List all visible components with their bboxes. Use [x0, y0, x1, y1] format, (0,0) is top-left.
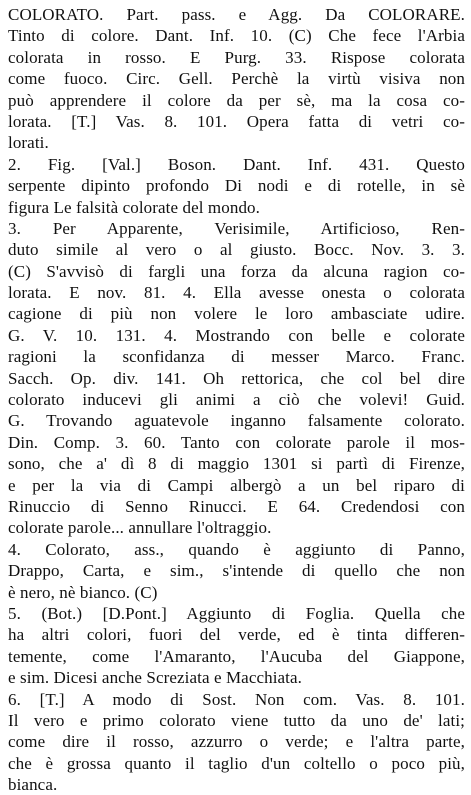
text-line: Sacch. Op. div. 141. Oh rettorica, che col bel dire: [8, 368, 465, 388]
text-line: G. Trovando aguatevole inganno falsamente colorato.: [8, 411, 465, 431]
text-line: lorata. E nov. 81. 4. Ella avesse onesta o colorata: [8, 283, 465, 303]
text-line: è nero, nè bianco. (C): [8, 582, 158, 602]
text-line: Tinto di colore. Dant. Inf. 10. (C) Che fece l'Arbia: [8, 26, 465, 46]
text-line: colorate parole... annullare l'oltraggio.: [8, 518, 272, 538]
text-line: e per la via di Campi albergò a un bel riparo di: [8, 475, 465, 495]
text-line: colorata in rosso. E Purg. 33. Rispose colorata: [8, 47, 465, 67]
text-line: come fuoco. Circ. Gell. Perchè la virtù visiva non: [8, 69, 465, 89]
text-line: 6. [T.] A modo di Sost. Non com. Vas. 8. 101.: [8, 689, 465, 709]
text-line: duto simile al vero o al giusto. Bocc. Nov. 3. 3.: [8, 240, 465, 260]
text-line: e sim. Dicesi anche Screziata e Macchiata.: [8, 668, 302, 688]
text-line: figura Le falsità colorate del mondo.: [8, 197, 260, 217]
text-line: G. V. 10. 131. 4. Mostrando con belle e colorate: [8, 325, 465, 345]
text-line: ragioni la sconfidanza di messer Marco. Franc.: [8, 347, 465, 367]
text-line: 2. Fig. [Val.] Boson. Dant. Inf. 431. Questo: [8, 154, 465, 174]
text-line: temente, come l'Amaranto, l'Aucuba del Giappone,: [8, 646, 465, 666]
text-line: Il vero e primo colorato viene tutto da uno de' lati;: [8, 710, 465, 730]
text-line: ha altri colori, fuori del verde, ed è tinta differen-: [8, 625, 465, 645]
text-line: colorato inducevi gli animi a ciò che volevi! Guid.: [8, 390, 465, 410]
text-line: 3. Per Apparente, Verisimile, Artificioso, Ren-: [8, 218, 465, 238]
text-line: cagione di più non volere le loro ambasciate udire.: [8, 304, 465, 324]
text-line: serpente dipinto profondo Di nodi e di rotelle, in sè: [8, 176, 465, 196]
text-line: Din. Comp. 3. 60. Tanto con colorate parole il mos-: [8, 432, 465, 452]
text-line: lorati.: [8, 133, 49, 153]
text-line: (C) S'avvisò di fargli una forza da alcuna ragion co-: [8, 261, 465, 281]
text-line: Rinuccio di Senno Rinucci. E 64. Credendosi con: [8, 496, 465, 516]
text-line: come dire il rosso, azzurro o verde; e l'altra parte,: [8, 732, 465, 752]
text-line: 5. (Bot.) [D.Pont.] Aggiunto di Foglia. Quella che: [8, 603, 465, 623]
text-line: sono, che a' dì 8 di maggio 1301 si partì di Firenze,: [8, 454, 465, 474]
text-line: 4. Colorato, ass., quando è aggiunto di Panno,: [8, 539, 465, 559]
text-line: può apprendere il colore da per sè, ma la cosa co-: [8, 90, 465, 110]
text-line: bianca.: [8, 775, 58, 795]
text-line: lorata. [T.] Vas. 8. 101. Opera fatta di vetri co-: [8, 111, 465, 131]
text-line: Drappo, Carta, e sim., s'intende di quello che non: [8, 561, 465, 581]
text-line: che è grossa quanto il taglio d'un coltello o poco più,: [8, 753, 465, 773]
text-line: COLORATO. Part. pass. e Agg. Da COLORARE.: [8, 5, 465, 24]
